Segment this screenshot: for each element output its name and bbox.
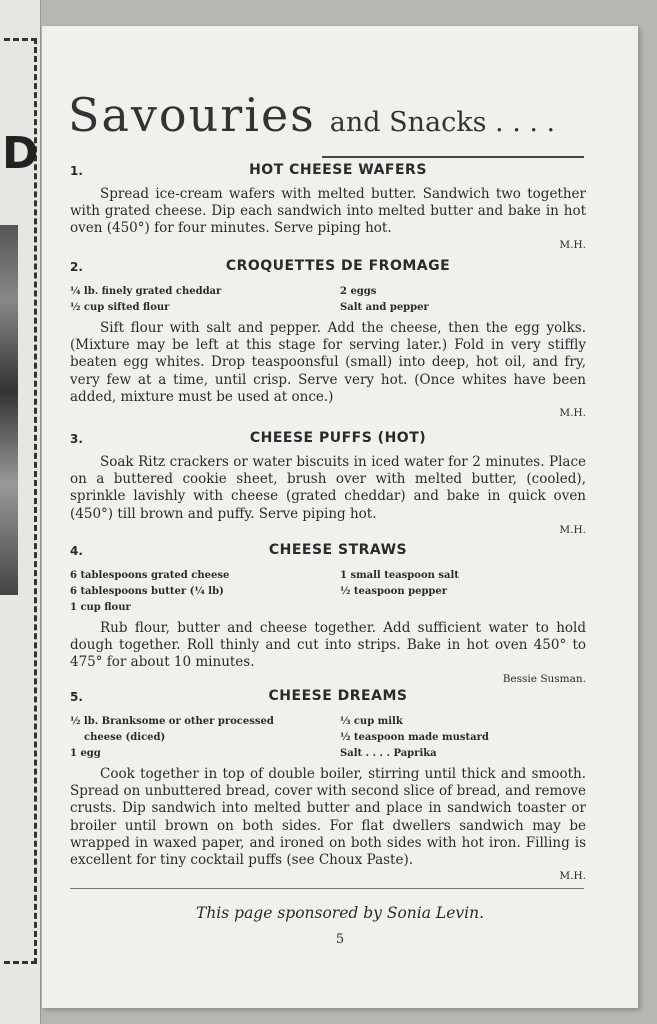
ingredient: cheese (diced) (84, 732, 166, 743)
title-underline (322, 156, 584, 158)
previous-page-edge (0, 0, 41, 1024)
sponsor-line: This page sponsored by Sonia Levin. (195, 904, 484, 922)
ingredients (70, 284, 586, 316)
recipe-4 (70, 542, 586, 686)
ingredient: 1 small teaspoon salt (340, 570, 459, 581)
recipe-number: 1. (70, 164, 83, 178)
ingredient: Salt and pepper (340, 302, 429, 313)
recipe-title: CHEESE PUFFS (HOT) (249, 430, 427, 446)
recipe-instructions: Rub flour, butter and cheese together. Add sufficient water to hold dough together. Roll thinly and cut into strips. Bake in hot oven 450° to 475° for about 10 minutes. (70, 620, 586, 671)
recipe-instructions: Cook together in top of double boiler, stirring until thick and smooth. Spread on unbuttered bread, cover with second slice of bread, and remove crusts. Dip sandwich into melted butter and place in sandwich toaster or broiler until brown on both sides. For flat dwellers sandwich may be wrapped in waxed paper, and ironed on both sides with hot iron. Filling is excellent for tiny cocktail puffs (see Choux Paste). (70, 766, 586, 869)
partial-letter-graphic: D (2, 128, 39, 179)
ingredient: Salt . . . . Paprika (340, 748, 437, 759)
title-main: Savouries (68, 88, 316, 142)
recipe-instructions: Spread ice-cream wafers with melted butter. Sandwich two together with grated cheese. Dip each sandwich into melted butter and bake in hot oven (450°) for four minutes. Serve piping hot. (70, 186, 586, 237)
recipe-attribution: M.H. (559, 523, 586, 536)
ingredient: 1 egg (70, 748, 101, 759)
recipe-attribution: M.H. (559, 238, 586, 251)
recipe-attribution: M.H. (559, 870, 586, 883)
partial-photo (0, 225, 18, 595)
recipe-instructions: Sift flour with salt and pepper. Add the cheese, then the egg yolks. (Mixture may be left at this stage for serving later.) Fold in very stiffly beaten egg whites. Drop teaspoonsful (small) into deep, hot oil, and fry, very few at a time, until crisp. Serve very hot. (Once whites have been added, mixture must be used at once.) (70, 320, 586, 405)
ingredient: 1 cup flour (70, 602, 131, 613)
recipe-title: CHEESE STRAWS (268, 542, 408, 558)
ingredient: ¼ lb. finely grated cheddar (70, 286, 222, 297)
ingredient: 6 tablespoons grated cheese (70, 570, 230, 581)
recipe-title: CHEESE DREAMS (268, 688, 408, 704)
recipe-attribution: Bessie Susman. (502, 672, 586, 685)
recipe-number: 4. (70, 544, 83, 558)
recipe-1 (70, 162, 586, 252)
ingredients (70, 568, 586, 616)
recipe-number: 5. (70, 690, 83, 704)
recipe-title: HOT CHEESE WAFERS (249, 162, 427, 178)
ingredient: ½ cup sifted flour (70, 302, 170, 313)
booklet-page (42, 26, 638, 1008)
recipe-attribution: M.H. (559, 407, 586, 420)
ingredient: 2 eggs (340, 286, 377, 297)
recipe-title: CROQUETTES DE FROMAGE (225, 258, 451, 274)
recipe-3 (70, 430, 586, 537)
footer-divider (70, 888, 584, 889)
page-title (68, 88, 588, 142)
recipe-instructions: Soak Ritz crackers or water biscuits in iced water for 2 minutes. Place on a buttered cookie sheet, brush over with melted butter, (cooled), sprinkle lavishly with cheese (grated cheddar) and bake in quick oven (450°) till brown and puffy. Serve piping hot. (70, 454, 586, 522)
ingredient: ½ teaspoon pepper (340, 586, 448, 597)
recipe-2 (70, 258, 586, 420)
ingredient: ½ teaspoon made mustard (340, 732, 489, 743)
recipe-5 (70, 688, 586, 883)
ingredient: ½ lb. Branksome or other processed (70, 716, 274, 727)
recipe-number: 3. (70, 432, 83, 446)
title-sub: and Snacks . . . . (329, 107, 556, 138)
ingredient: ⅓ cup milk (340, 716, 403, 727)
ingredient: 6 tablespoons butter (¼ lb) (70, 586, 224, 597)
page-number: 5 (335, 932, 345, 947)
ingredients (70, 714, 586, 762)
recipe-number: 2. (70, 260, 83, 274)
